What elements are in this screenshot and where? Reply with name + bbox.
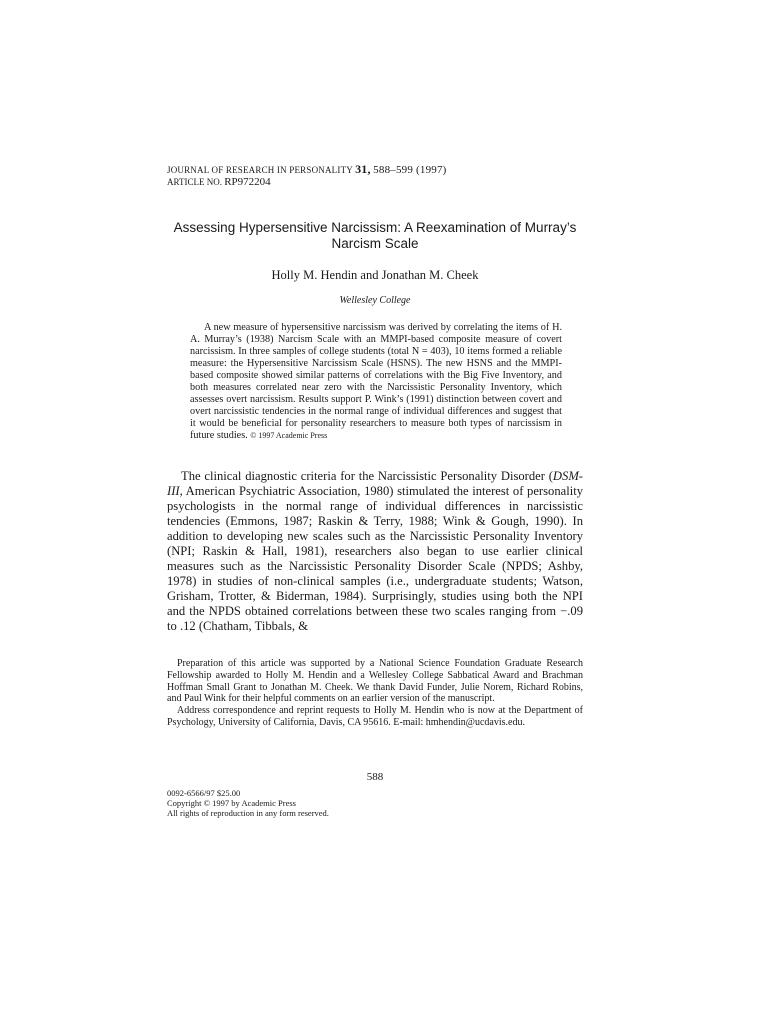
rights-notice: All rights of reproduction in any form reserved.: [167, 808, 329, 818]
abstract: [190, 322, 562, 442]
author-affiliation: Wellesley College: [339, 295, 411, 306]
copyright-notice: Copyright © 1997 by Academic Press: [167, 798, 296, 808]
journal-volume: 31,: [355, 162, 371, 176]
body-text-post: American Psychiatric Association, 1980) stimulated the interest of personality psychologists in the normal range of individual differences in narcissistic tendencies (Emmons, 1987; Raskin & Terry, 1988; Wink & Gough, 1990). In addition to developing new scales such as the Narcissistic Personality Inventory (NPI; Raskin & Hall, 1981), researchers also began to use earlier clinical measures such as the Narcissistic Personality Disorder Scale (NPDS; Ashby, 1978) in studies of non-clinical samples (i.e., undergraduate students; Watson, Grisham, Trotter, & Biderman, 1984). Surprisingly, studies using both the NPI and the NPDS obtained correlations between these two scales ranging from −.09 to .12 (Chatham, Tibbals, &: [167, 484, 583, 633]
body-text-pre: The clinical diagnostic criteria for the Narcissistic Personality Disorder (: [181, 469, 553, 483]
copyright-block: [167, 788, 329, 818]
journal-name: JOURNAL OF RESEARCH IN PERSONALITY: [167, 165, 353, 175]
abstract-text: A new measure of hypersensitive narcissism was derived by correlating the items of H. A. Murray’s (1938) Narcism Scale with an MMPI-based composite measure of covert narcissism. In three samples of college students (total N = 403), 10 items formed a reliable measure: the Hypersensitive Narcissism Scale (HSNS). The new HSNS and the MMPI-based composite showed similar patterns of correlations with the Big Five Inventory, and both measures correlated near zero with the Narcissistic Personality Inventory, which assesses overt narcissism. Results support P. Wink’s (1991) distinction between covert and overt narcissistic tendencies in the normal range of individual differences and suggest that it would be beneficial for personality researchers to measure both types of narcissism in future studies.: [190, 322, 562, 441]
footnotes: [167, 658, 583, 729]
article-authors: Holly M. Hendin and Jonathan M. Cheek: [271, 268, 479, 282]
page-number: 588: [366, 771, 384, 783]
journal-header: [167, 162, 447, 177]
footnote-correspondence: Address correspondence and reprint requests to Holly M. Hendin who is now at the Department of Psychology, University of California, Davis, CA 95616. E-mail: hmhendin@ucdavis.edu.: [167, 705, 583, 728]
article-label: ARTICLE NO.: [167, 177, 222, 187]
footnote-acknowledgments: Preparation of this article was supported by a National Science Foundation Graduate Research Fellowship awarded to Holly M. Hendin and a Wellesley College Sabbatical Award and Brachman Hoffman Small Grant to Jonathan M. Cheek. We thank David Funder, Julie Norem, Richard Robins, and Paul Wink for their helpful comments on an earlier version of the manuscript.: [167, 658, 583, 705]
issn-price: 0092-6566/97 $25.00: [167, 788, 241, 798]
article-number-line: [167, 176, 271, 188]
article-title: Assessing Hypersensitive Narcissism: A Reexamination of Murray’s Narcism Scale: [173, 220, 577, 251]
body-text-italic: DSM-III,: [167, 469, 583, 498]
article-number: RP972204: [224, 176, 271, 188]
body-paragraph: [167, 469, 583, 634]
abstract-copyright: © 1997 Academic Press: [250, 431, 328, 440]
journal-pages-year: 588–599 (1997): [373, 164, 447, 176]
